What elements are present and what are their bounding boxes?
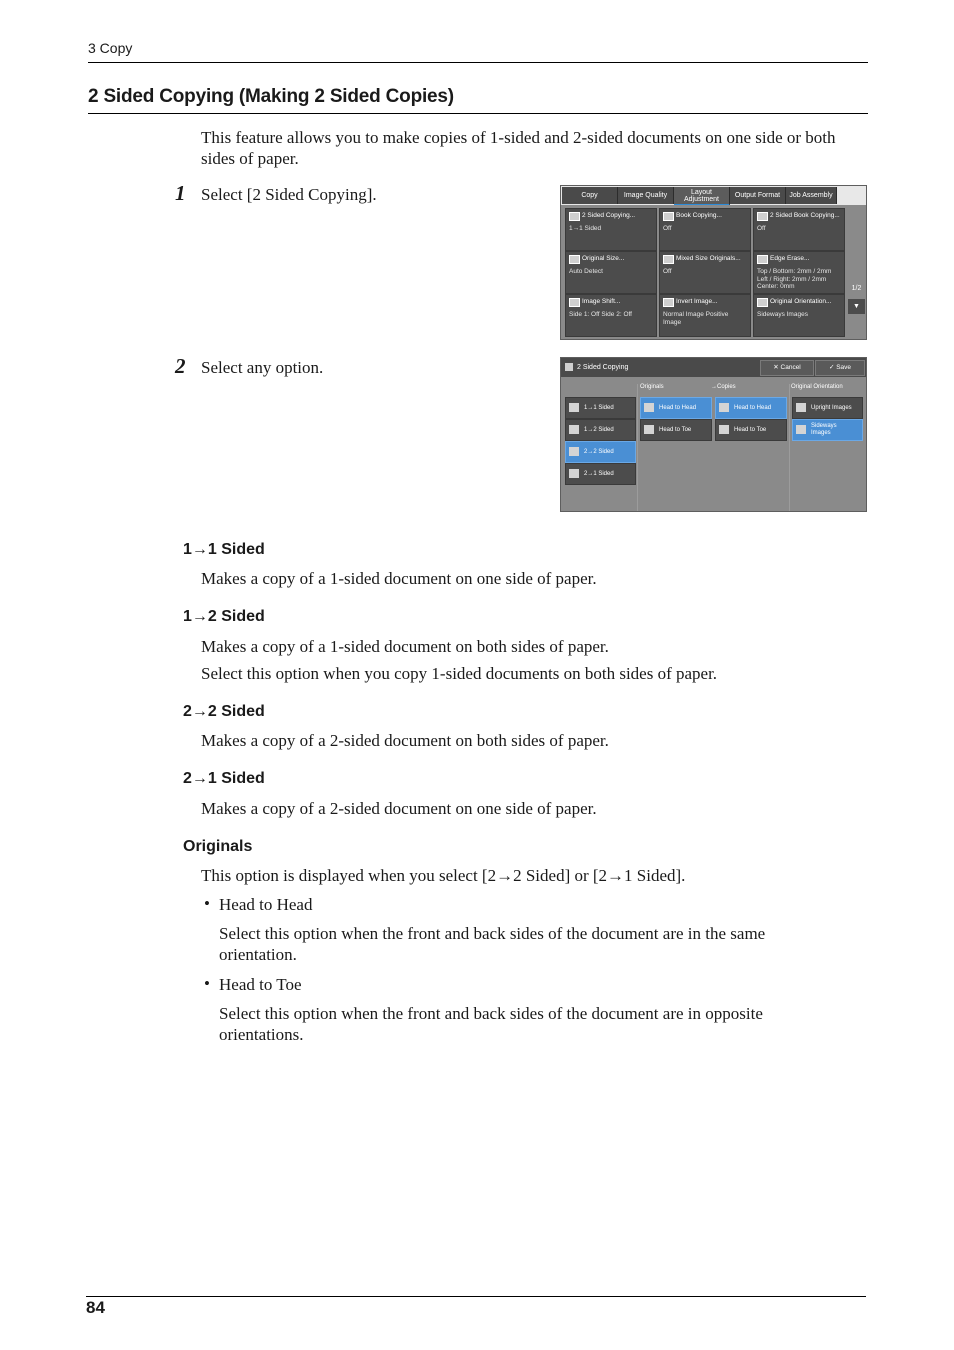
bullet-marker: • xyxy=(204,974,210,993)
head-to-head-icon xyxy=(719,403,729,412)
originals-column-label: Originals xyxy=(640,384,664,390)
step-2-text: Select any option. xyxy=(201,358,324,377)
tile-mixed-size-originals[interactable]: Mixed Size Originals... Off xyxy=(659,251,751,294)
bullet-marker: • xyxy=(204,894,210,913)
cancel-button[interactable]: ✕ Cancel xyxy=(760,360,814,376)
tile-book-copying[interactable]: Book Copying... Off xyxy=(659,208,751,251)
chapter-header: 3 Copy xyxy=(88,40,133,56)
orientation-sideways-images[interactable]: Sideways Images xyxy=(792,419,863,441)
head-to-toe-icon xyxy=(719,425,729,434)
column-divider xyxy=(637,384,638,511)
page-indicator: 1/2 xyxy=(851,285,862,292)
column-divider xyxy=(789,384,790,511)
mode-2-1-sided[interactable]: 2→1 Sided xyxy=(565,463,636,485)
footer-rule xyxy=(86,1296,866,1297)
page-icon xyxy=(569,425,579,434)
layout-adjustment-screenshot xyxy=(560,185,867,340)
bullet-description: Select this option when the front and back sides of the document are in the same orientation. xyxy=(219,924,766,964)
option-description: Makes a copy of a 2-sided document on both sides of paper. xyxy=(201,731,609,750)
edge-erase-icon xyxy=(757,255,768,264)
option-heading: 1→1 Sided xyxy=(183,541,265,558)
tile-original-size[interactable]: Original Size... Auto Detect xyxy=(565,251,657,294)
tab-layout-adjustment[interactable]: Layout Adjustment xyxy=(674,187,730,206)
originals-head-to-toe[interactable]: Head to Toe xyxy=(640,419,712,441)
tab-bar xyxy=(561,186,866,205)
option-description: Makes a copy of a 2-sided document on one side of paper. xyxy=(201,799,597,818)
bullet-label: Head to Toe xyxy=(219,975,302,994)
orientation-column-label: Original Orientation xyxy=(791,384,843,390)
bullet-label: Head to Head xyxy=(219,895,313,914)
option-description: Makes a copy of a 1-sided document on one side of paper. xyxy=(201,569,597,588)
tile-2-sided-book-copying[interactable]: 2 Sided Book Copying... Off xyxy=(753,208,845,251)
tile-edge-erase[interactable]: Edge Erase... Top / Bottom: 2mm / 2mm Left / Right: 2mm / 2mm Center: 0mm xyxy=(753,251,845,294)
mode-1-2-sided[interactable]: 1→2 Sided xyxy=(565,419,636,441)
copies-head-to-head[interactable]: Head to Head xyxy=(715,397,787,419)
tab-output-format[interactable]: Output Format xyxy=(730,187,786,204)
step-2-number: 2 xyxy=(175,354,186,378)
option-description: Select this option when you copy 1-sided documents on both sides of paper. xyxy=(201,664,718,683)
close-icon: ✕ xyxy=(773,364,781,371)
section-title: 2 Sided Copying (Making 2 Sided Copies) xyxy=(88,86,454,107)
tile-2-sided-copying[interactable]: 2 Sided Copying... 1→1 Sided xyxy=(565,208,657,251)
image-shift-icon xyxy=(569,298,580,307)
head-to-toe-icon xyxy=(644,425,654,434)
copies-head-to-toe[interactable]: Head to Toe xyxy=(715,419,787,441)
save-button[interactable]: ✓ Save xyxy=(815,360,865,376)
mixed-size-icon xyxy=(663,255,674,264)
tile-original-orientation[interactable]: Original Orientation... Sideways Images xyxy=(753,294,845,337)
tab-copy[interactable]: Copy xyxy=(562,187,618,204)
dialog-title-bar xyxy=(561,358,866,377)
page-down-button[interactable]: ▼ xyxy=(848,299,865,314)
mode-2-2-sided[interactable]: 2→2 Sided xyxy=(565,441,636,463)
check-icon: ✓ xyxy=(828,364,837,371)
intro-paragraph: This feature allows you to make copies of 1-sided and 2-sided documents on one side or both sides of paper. xyxy=(201,128,836,168)
duplex-icon xyxy=(569,212,580,221)
header-rule xyxy=(88,62,868,63)
copies-column-label: →Copies xyxy=(711,384,736,390)
step-1-text: Select [2 Sided Copying]. xyxy=(201,185,377,204)
orientation-upright-images[interactable]: Upright Images xyxy=(792,397,863,419)
section-rule xyxy=(88,113,868,114)
page-icon xyxy=(569,447,579,456)
invert-image-icon xyxy=(663,298,674,307)
option-heading: 1→2 Sided xyxy=(183,608,265,625)
option-heading: 2→1 Sided xyxy=(183,770,265,787)
page-icon xyxy=(569,469,579,478)
head-to-head-icon xyxy=(644,403,654,412)
sideways-image-icon xyxy=(796,425,806,434)
originals-heading: Originals xyxy=(183,838,253,855)
page-icon xyxy=(569,403,579,412)
dialog-title: 2 Sided Copying xyxy=(577,364,629,371)
mode-1-1-sided[interactable]: 1→1 Sided xyxy=(565,397,636,419)
tab-image-quality[interactable]: Image Quality xyxy=(618,187,674,204)
arrow-icon: → xyxy=(711,384,717,390)
bullet-description: Select this option when the front and back sides of the document are in opposite orientations. xyxy=(219,1004,763,1044)
book-duplex-icon xyxy=(757,212,768,221)
original-size-icon xyxy=(569,255,580,264)
option-heading: 2→2 Sided xyxy=(183,703,265,720)
orientation-icon xyxy=(757,298,768,307)
page-number: 84 xyxy=(86,1298,105,1317)
tile-image-shift[interactable]: Image Shift... Side 1: Off Side 2: Off xyxy=(565,294,657,337)
tab-job-assembly[interactable]: Job Assembly xyxy=(786,187,837,204)
tile-invert-image[interactable]: Invert Image... Normal Image Positive Image xyxy=(659,294,751,337)
duplex-icon xyxy=(565,363,573,371)
two-sided-copying-screenshot xyxy=(560,357,867,512)
book-icon xyxy=(663,212,674,221)
option-description: Makes a copy of a 1-sided document on both sides of paper. xyxy=(201,637,609,656)
step-1-number: 1 xyxy=(175,181,186,205)
originals-intro: This option is displayed when you select [2→2 Sided] or [2→1 Sided]. xyxy=(201,866,686,885)
upright-image-icon xyxy=(796,403,806,412)
originals-head-to-head[interactable]: Head to Head xyxy=(640,397,712,419)
